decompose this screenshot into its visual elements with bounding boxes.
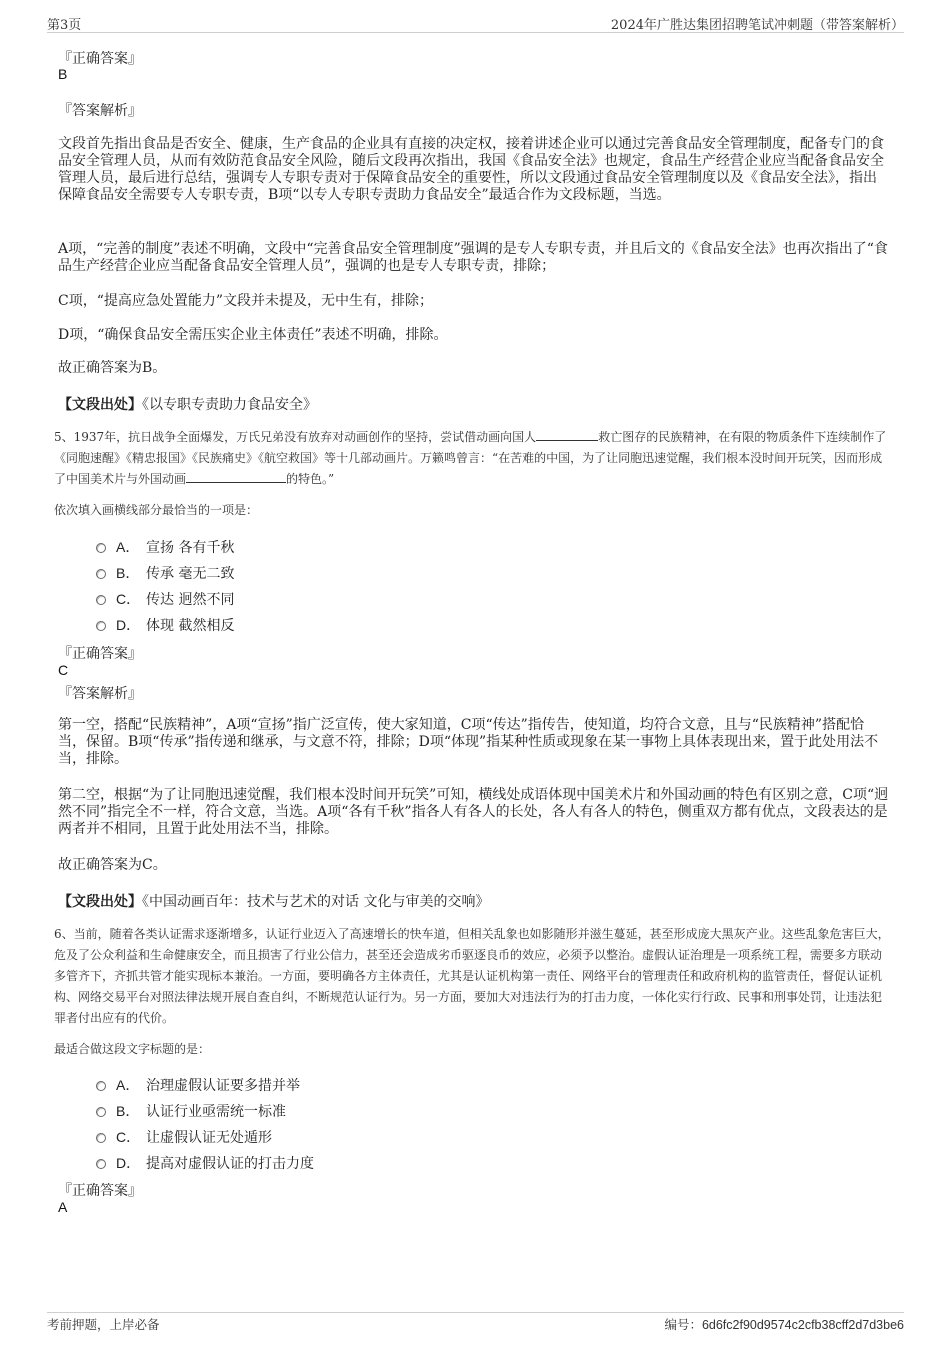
- option-letter: B．: [116, 565, 140, 581]
- option-text: 提高对虚假认证的打击力度: [146, 1156, 314, 1172]
- option-text: 认证行业亟需统一标准: [146, 1104, 286, 1120]
- option-letter: D．: [116, 617, 141, 633]
- option-text: 宣扬 各有千秋: [146, 540, 235, 556]
- document-title: 2024年广胜达集团招聘笔试冲刺题（带答案解析）: [610, 18, 904, 33]
- q5-option-c[interactable]: [96, 589, 234, 609]
- option-letter: A．: [116, 1077, 140, 1093]
- q6-option-c[interactable]: [96, 1127, 272, 1147]
- q5-analysis-p1: 第一空，搭配“民族精神”，A项“宣扬”指广泛宣传，使大家知道，C项“传达”指传告，使知道，均符合文意，且与“民族精神”搭配恰当，保留。B项“传承”指传递和继承，与文意不符，排除；D项“体现”指某种性质或现象在某一事物上具体表现出来，置于此处用法不当，排除。: [58, 717, 879, 767]
- q5-analysis-p3: 故正确答案为C。: [58, 857, 167, 873]
- radio-icon[interactable]: [96, 621, 106, 631]
- q4-answer-label: 『正确答案』: [58, 51, 142, 67]
- q4-analysis-p3: C项，“提高应急处置能力”文段并未提及，无中生有，排除；: [58, 293, 434, 309]
- q6-option-a[interactable]: [96, 1075, 300, 1095]
- q5-source-title: 《中国动画百年：技术与艺术的对话 文化与审美的交响》: [142, 894, 490, 910]
- q5-source-label: 【文段出处】: [58, 894, 142, 910]
- radio-icon[interactable]: [96, 1133, 106, 1143]
- q5-answer: C: [58, 662, 69, 678]
- q5-stem: [54, 427, 890, 490]
- q4-analysis-label: 『答案解析』: [58, 103, 142, 119]
- document-code: [664, 1315, 904, 1333]
- q5-stem-a: 5、1937年，抗日战争全面爆发，万氏兄弟没有放弃对动画创作的坚持，尝试借动画向国人: [54, 430, 537, 444]
- q5-stem-b: 救亡图存的民族精神，在有限的物质条件下连续制作了《同胞速醒》《精忠报国》《民族痛史》《航空救国》等十几部动画片。万籁鸣曾言：“在苦难的中国，为了让同胞迅速觉醒，我们根本没时间开玩笑，因而形成了中国美术片与外国动画: [54, 430, 887, 486]
- document-code-value: 6d6fc2f90d9574c2cfb38cff2d7d3be6: [701, 1318, 904, 1332]
- radio-icon[interactable]: [96, 595, 106, 605]
- q5-analysis-label: 『答案解析』: [58, 686, 142, 702]
- q5-answer-label: 『正确答案』: [58, 646, 142, 662]
- q5-option-a[interactable]: [96, 537, 234, 557]
- option-text: 治理虚假认证要多措并举: [146, 1078, 300, 1094]
- radio-icon[interactable]: [96, 1081, 106, 1091]
- q5-prompt: 依次填入画横线部分最恰当的一项是：: [54, 503, 259, 517]
- footer-slogan: 考前押题，上岸必备: [47, 1317, 160, 1332]
- q4-answer: B: [58, 66, 68, 82]
- q5-option-b[interactable]: [96, 563, 234, 583]
- q6-answer: A: [58, 1199, 68, 1215]
- q5-blank-2: [186, 470, 286, 483]
- option-letter: B．: [116, 1103, 140, 1119]
- radio-icon[interactable]: [96, 543, 106, 553]
- q4-source-label: 【文段出处】: [58, 397, 142, 413]
- radio-icon[interactable]: [96, 1107, 106, 1117]
- q5-source: [58, 891, 890, 911]
- q4-source: [58, 394, 890, 414]
- q4-analysis-p2: A项，“完善的制度”表述不明确，文段中“完善食品安全管理制度”强调的是专人专职专责，并且后文的《食品安全法》也再次指出了“食品生产经营企业应当配备食品安全管理人员”，强调的也是专人专职专责，排除；: [58, 241, 888, 274]
- q5-blank-1: [536, 428, 598, 441]
- q4-analysis-p1: 文段首先指出食品是否安全、健康，生产食品的企业具有直接的决定权，接着讲述企业可以通过完善食品安全管理制度，配备专门的食品安全管理人员，从而有效防范食品安全风险，随后文段再次指出，我国《食品安全法》也规定，食品生产经营企业应当配备食品安全管理人员，最后进行总结，强调专人专职专责对于保障食品安全的重要性，所以文段通过食品安全管理制度以及《食品安全法》，指出保障食品安全需要专人专职专责，B项“以专人专职专责助力食品安全”最适合作为文段标题，当选。: [58, 136, 884, 203]
- q6-option-d[interactable]: [96, 1153, 314, 1173]
- page-number: 第3页: [47, 18, 82, 33]
- q4-analysis-p5: 故正确答案为B。: [58, 360, 167, 376]
- q6-prompt: 最适合做这段文字标题的是：: [54, 1042, 211, 1056]
- option-letter: C．: [116, 1129, 141, 1145]
- q4-source-title: 《以专职专责助力食品安全》: [142, 397, 317, 413]
- option-text: 体现 截然相反: [146, 618, 235, 634]
- radio-icon[interactable]: [96, 1159, 106, 1169]
- option-text: 传达 迥然不同: [146, 592, 235, 608]
- q6-stem: 6、当前，随着各类认证需求逐渐增多，认证行业迈入了高速增长的快车道，但相关乱象也如影随形并滋生蔓延，甚至形成庞大黑灰产业。这些乱象危害巨大，危及了公众利益和生命健康安全，而且损害了行业公信力，甚至还会造成劣币驱逐良币的效应，必须予以整治。虚假认证治理是一项系统工程，需要多方联动多管齐下，齐抓共管才能实现标本兼治。一方面，要明确各方主体责任，尤其是认证机构第一责任、网络平台的管理责任和政府机构的监管责任，督促认证机构、网络交易平台对照法律法规开展自查自纠，不断规范认证行为。另一方面，要加大对违法行为的打击力度，一体化实行行政、民事和刑事处罚，让违法犯罪者付出应有的代价。: [54, 927, 890, 1025]
- q5-analysis-p2: 第二空，根据“为了让同胞迅速觉醒，我们根本没时间开玩笑”可知，横线处成语体现中国美术片和外国动画的特色有区别之意，C项“迥然不同”指完全不一样，符合文意，当选。A项“各有千秋”指各人有各人的长处，各人有各人的特色，侧重双方都有优点，文段表达的是两者并不相同，且置于此处用法不当，排除。: [58, 787, 889, 837]
- radio-icon[interactable]: [96, 569, 106, 579]
- option-letter: A．: [116, 539, 140, 555]
- page-header: [47, 14, 904, 33]
- q5-option-d[interactable]: [96, 615, 234, 635]
- q5-stem-c: 的特色。”: [286, 472, 335, 486]
- option-text: 传承 毫无二致: [146, 566, 235, 582]
- q4-analysis-p4: D项，“确保食品安全需压实企业主体责任”表述不明确，排除。: [58, 327, 448, 343]
- q6-answer-label: 『正确答案』: [58, 1183, 142, 1199]
- option-letter: D．: [116, 1155, 141, 1171]
- option-letter: C．: [116, 591, 141, 607]
- page-footer: [47, 1312, 904, 1335]
- option-text: 让虚假认证无处遁形: [146, 1130, 272, 1146]
- document-code-label: 编号：: [664, 1317, 702, 1332]
- q6-option-b[interactable]: [96, 1101, 286, 1121]
